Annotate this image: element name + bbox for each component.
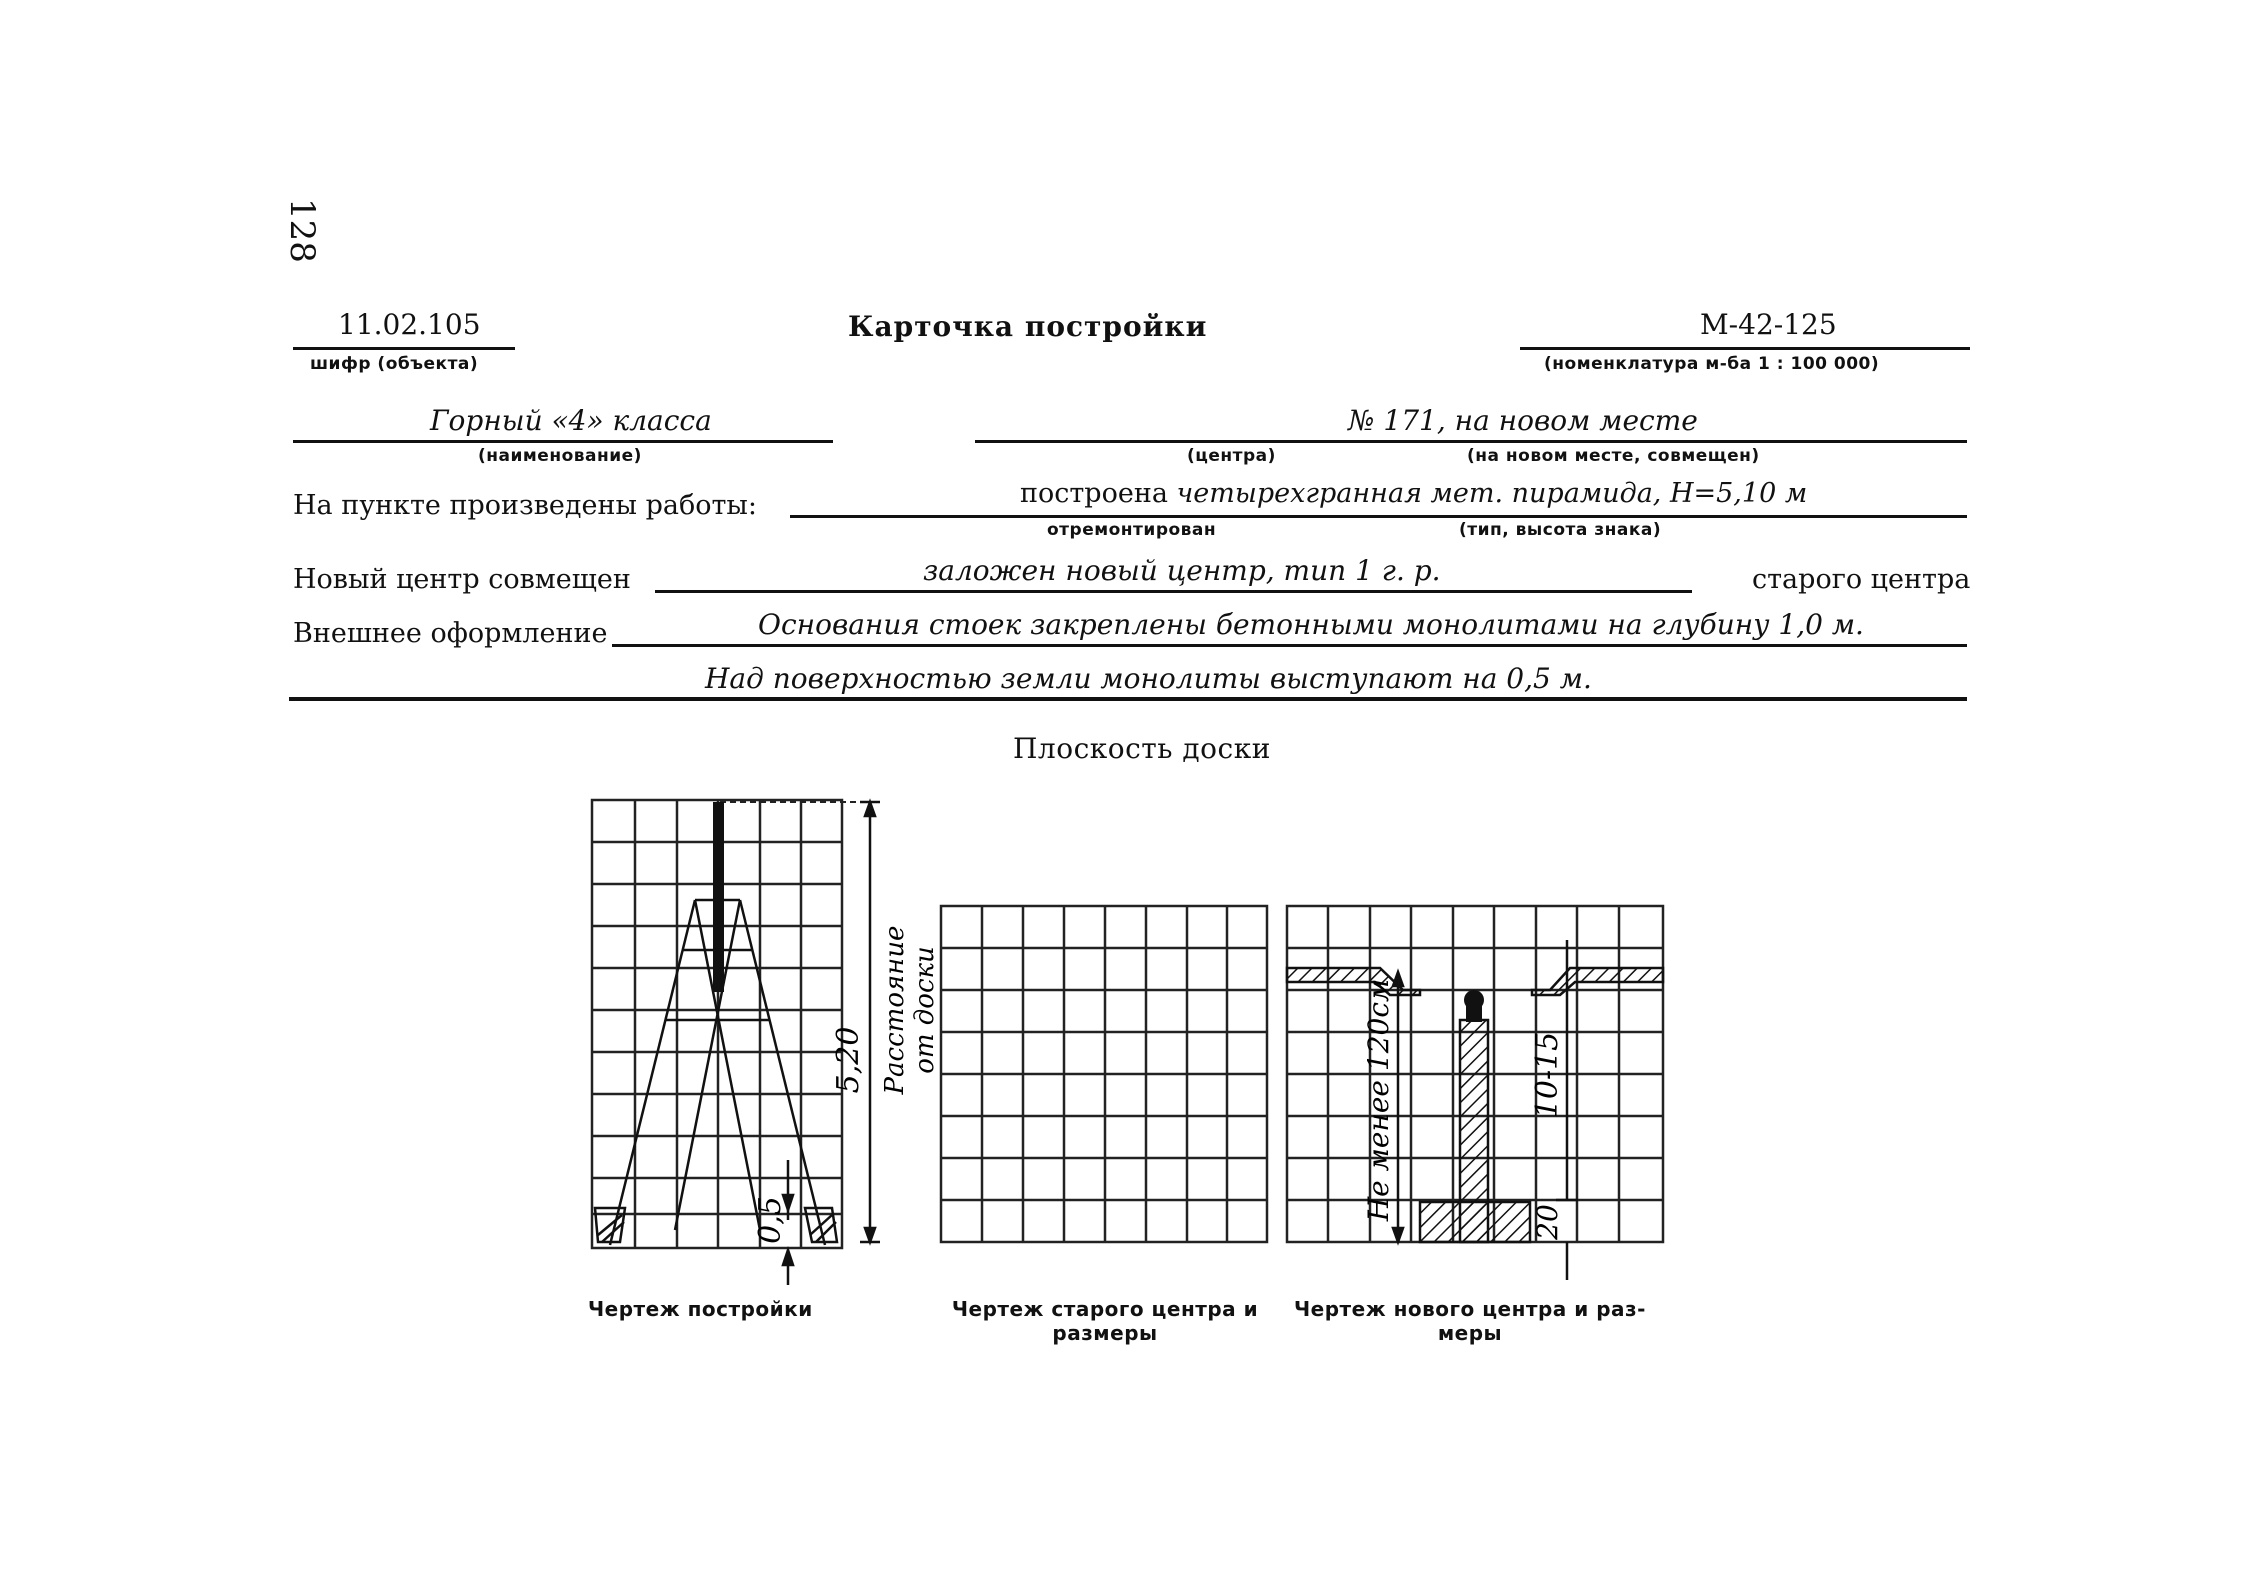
new-center-caption-line2: меры — [1437, 1321, 1503, 1345]
center-caption-left: (центра) — [1187, 446, 1276, 466]
new-center-caption — [1270, 1297, 1670, 1345]
distance-label-line1: Расстояние — [880, 925, 910, 1095]
name-value: Горный «4» класса — [430, 404, 712, 437]
building-mast — [713, 802, 724, 992]
page-title: Карточка постройки — [848, 310, 1208, 343]
center-base — [1420, 1202, 1530, 1242]
new-center-caption-line1: Чертеж нового центра и раз- — [1294, 1297, 1646, 1321]
base-20-label: 20 — [1531, 1204, 1564, 1240]
building-caption: Чертеж постройки — [588, 1297, 813, 1321]
old-center-caption-line1: Чертеж старого центра и — [951, 1297, 1259, 1321]
new-center-value: заложен новый центр, тип 1 г. р. — [923, 554, 1441, 587]
object-code-value: 11.02.105 — [338, 308, 481, 341]
nomenclature-caption: (номенклатура м-ба 1 : 100 000) — [1544, 354, 1880, 374]
center-caption-right: (на новом месте, совмещен) — [1467, 446, 1760, 466]
works-value — [1020, 478, 1807, 509]
works-caption-left: отремонтирован — [1047, 520, 1217, 540]
center-value: № 171, на новом месте — [1348, 404, 1698, 437]
works-label: На пункте произведены работы: — [293, 490, 757, 521]
new-center-drawing — [1280, 900, 1670, 1280]
works-value-printed: построена — [1020, 478, 1168, 509]
nomenclature-underline — [1520, 347, 1970, 350]
old-center-caption-line2: размеры — [1052, 1321, 1158, 1345]
base-dimension-label: 0,5 — [753, 1196, 788, 1244]
center-underline — [975, 440, 1967, 443]
section-title: Плоскость доски — [1013, 732, 1271, 765]
new-center-suffix: старого центра — [1752, 564, 1971, 595]
exterior-underline-2 — [289, 697, 1967, 701]
old-center-drawing — [935, 900, 1275, 1250]
object-code-caption: шифр (объекта) — [310, 354, 479, 374]
works-value-handwritten: четырехгранная мет. пирамида, H=5,10 м — [1176, 478, 1808, 509]
old-center-grid — [941, 906, 1267, 1242]
nomenclature-value: М-42-125 — [1700, 308, 1837, 341]
works-underline — [790, 515, 1967, 518]
works-caption-right: (тип, высота знака) — [1459, 520, 1662, 540]
name-caption: (наименование) — [478, 446, 642, 466]
exterior-underline-1 — [612, 644, 1967, 647]
range-dimension-label: 10-15 — [1530, 1031, 1565, 1119]
new-center-label: Новый центр совмещен — [293, 564, 631, 595]
name-underline — [293, 440, 833, 443]
exterior-value-line1: Основания стоек закреплены бетонными монолитами на глубину 1,0 м. — [758, 608, 1864, 641]
page-number: 128 — [282, 198, 322, 263]
exterior-value-line2: Над поверхностью земли монолиты выступают на 0,5 м. — [705, 662, 1592, 695]
height-dimension-label: 5,20 — [831, 1026, 866, 1094]
object-code-underline — [293, 347, 515, 350]
distance-label-line2: от доски — [910, 946, 940, 1074]
exterior-label: Внешнее оформление — [293, 618, 608, 649]
depth-dimension-label: Не менее 120см — [1362, 978, 1395, 1222]
old-center-caption — [905, 1297, 1305, 1345]
new-center-underline — [655, 590, 1692, 593]
